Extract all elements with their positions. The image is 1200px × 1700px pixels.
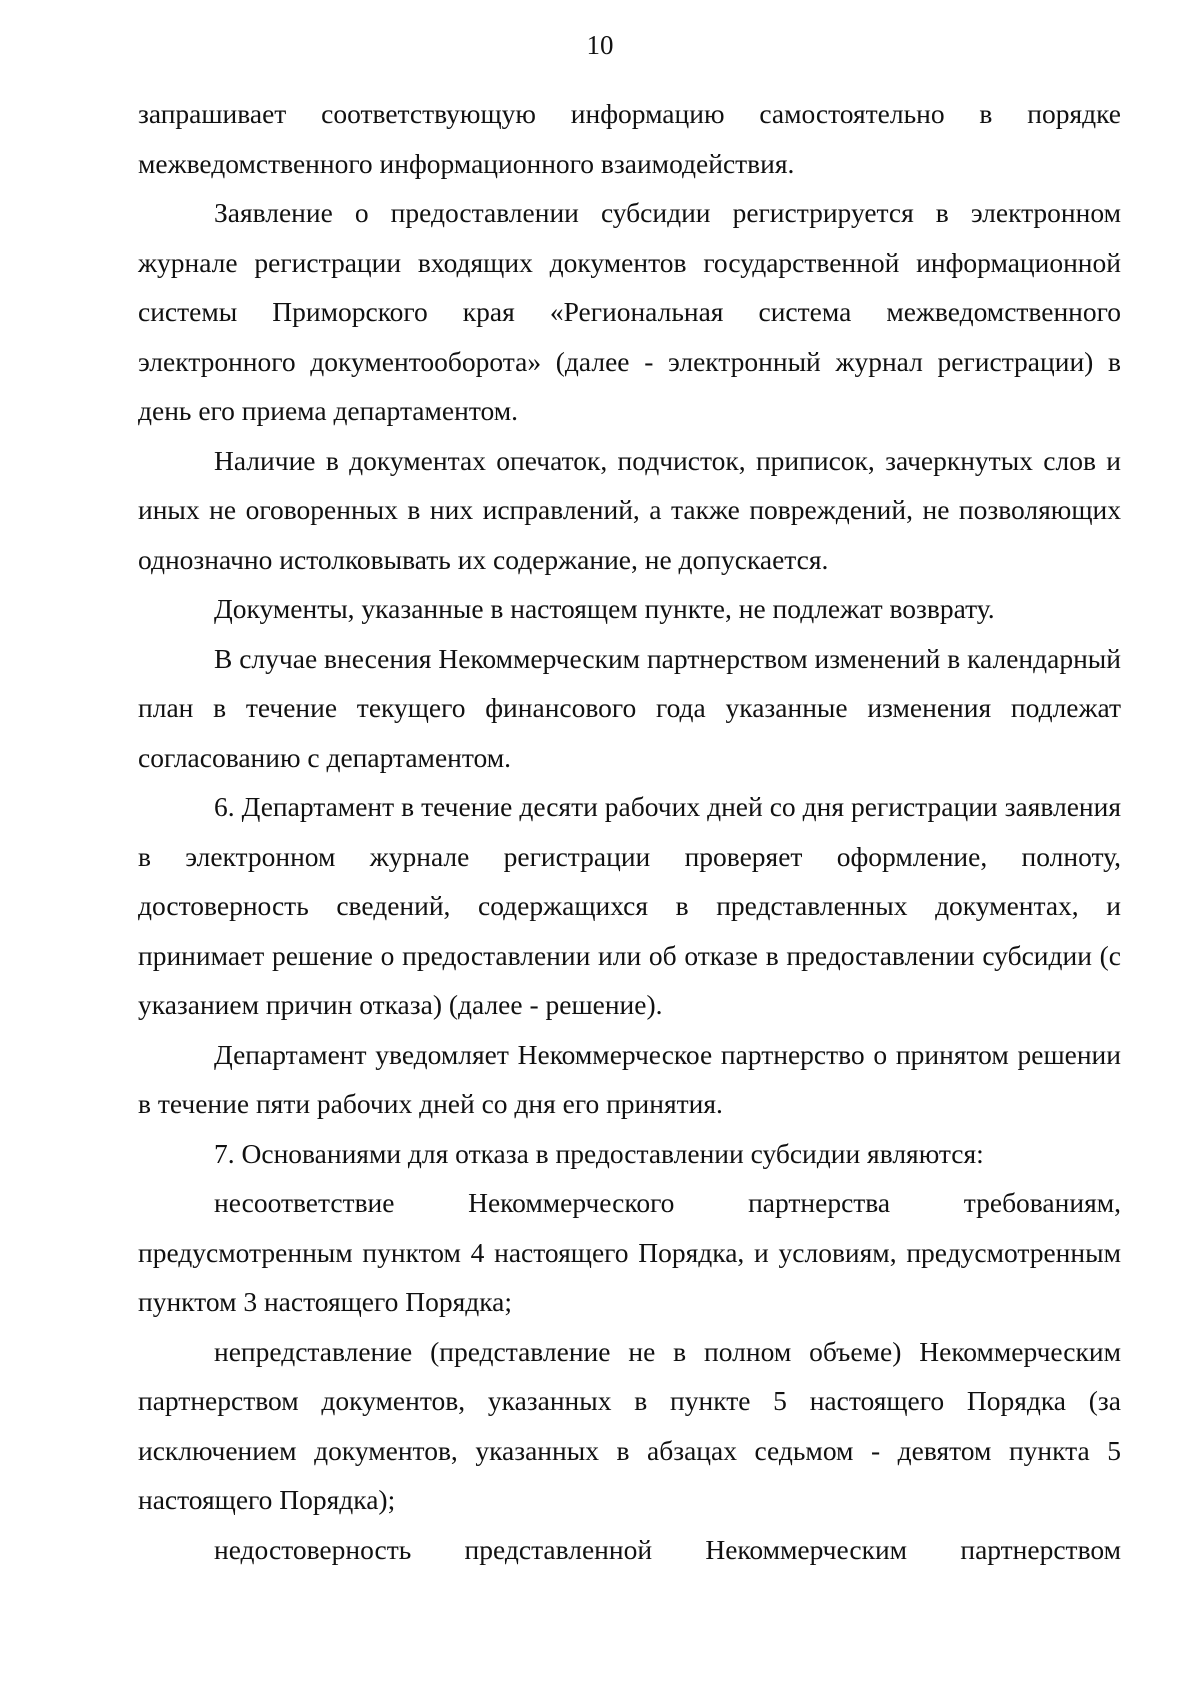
paragraph-notification: Департамент уведомляет Некоммерческое партнерство о принятом решении в течение пяти рабочих дней со дня его принятия.: [138, 1038, 1121, 1119]
page-number: 10: [586, 30, 614, 60]
paragraph-refusal-reason-2: непредставление (представление не в полном объеме) Некоммерческим партнерством документов, указанных в пункте 5 настоящего Порядка (за исключением документов, указанных в абзацах седьмом - девятом пункта 5 настоящего Порядка);: [138, 1335, 1121, 1515]
paragraph-refusal-reason-1: несоответствие Некоммерческого партнерства требованиям, предусмотренным пунктом 4 настоящего Порядка, и условиям, предусмотренным пунктом 3 настоящего Порядка;: [138, 1187, 1121, 1317]
paragraph-continuation: запрашивает соответствующую информацию самостоятельно в порядке межведомственного информационного взаимодействия.: [138, 98, 1121, 179]
paragraph-refusal-reason-3: недостоверность представленной Некоммерческим партнерством: [214, 1533, 1121, 1565]
paragraph-item-7: 7. Основаниями для отказа в предоставлении субсидии являются:: [214, 1137, 984, 1169]
paragraph-calendar-plan-changes: В случае внесения Некоммерческим партнерством изменений в календарный план в течение текущего финансового года указанные изменения подлежат согласованию с департаментом.: [138, 642, 1121, 773]
paragraph-documents-not-returned: Документы, указанные в настоящем пункте, не подлежат возврату.: [214, 593, 995, 624]
document-body: [138, 89, 1121, 1574]
paragraph-application-registration: Заявление о предоставлении субсидии регистрируется в электронном журнале регистрации входящих документов государственной информационной системы Приморского края «Региональная система межведомственного электронного документооборота» (далее - электронный журнал регистрации) в день его приема департаментом.: [138, 197, 1121, 426]
paragraph-corrections-not-allowed: Наличие в документах опечаток, подчисток, приписок, зачеркнутых слов и иных не оговоренных в них исправлений, а также повреждений, не позволяющих однозначно истолковывать их содержание, не допускается.: [138, 444, 1121, 575]
paragraph-item-6: 6. Департамент в течение десяти рабочих дней со дня регистрации заявления в электронном журнале регистрации проверяет оформление, полноту, достоверность сведений, содержащихся в представленных документах, и принимает решение о предоставлении или об отказе в предоставлении субсидии (с указанием причин отказа) (далее - решение).: [138, 791, 1121, 1020]
